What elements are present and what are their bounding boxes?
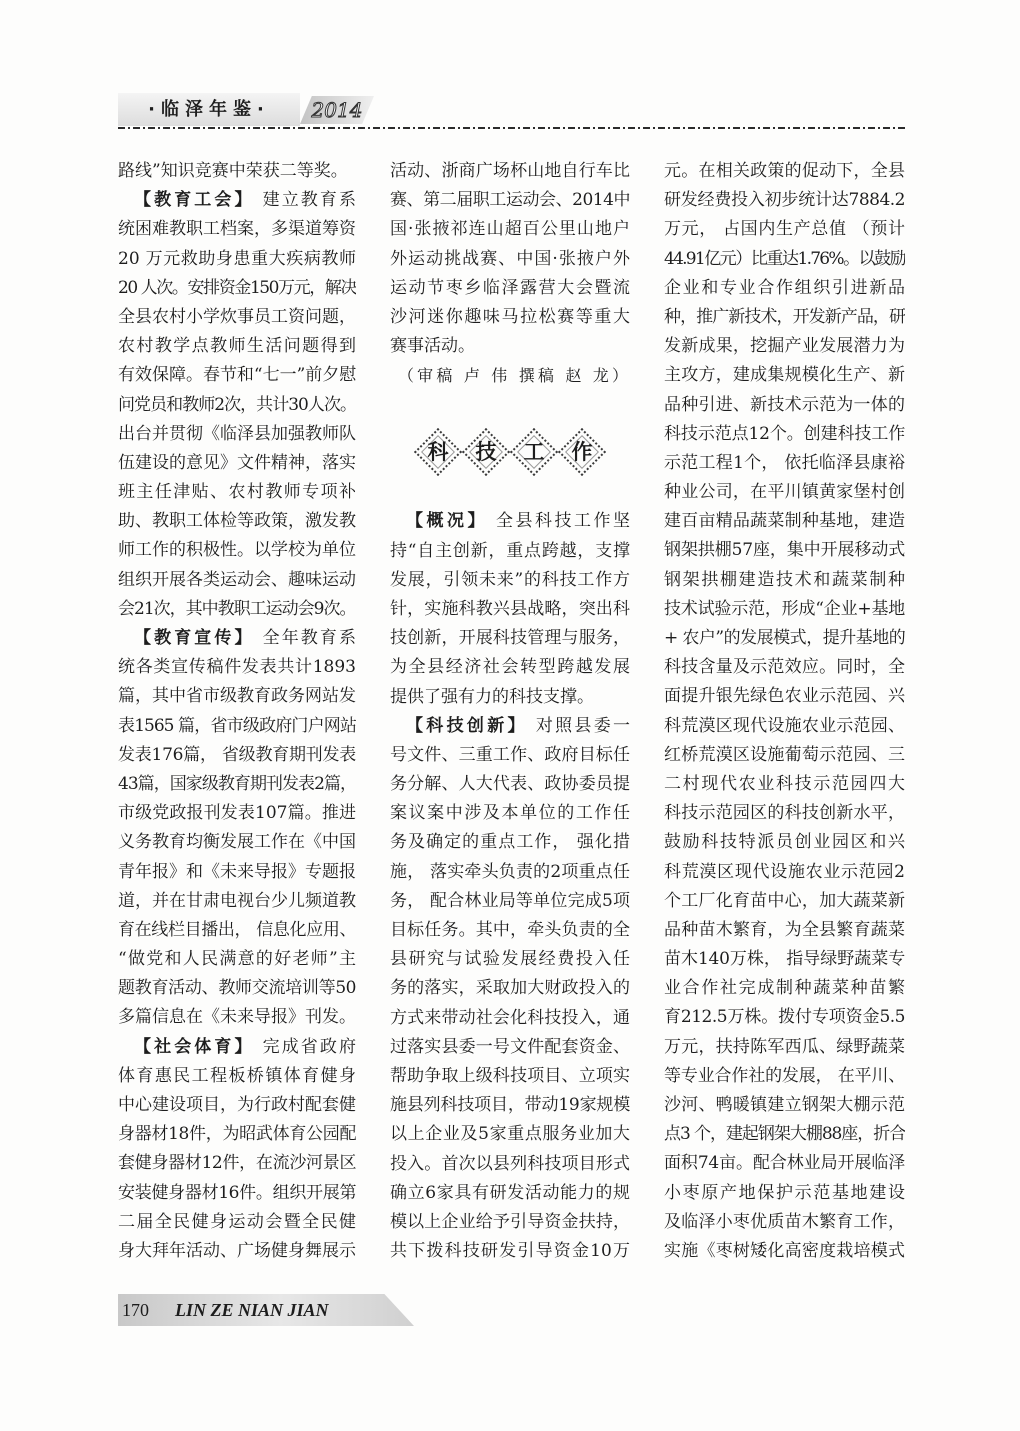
text-line: 班主任津贴、农村教师专项补	[118, 482, 356, 503]
text-line: 全县农村小学炊事员工资问题，	[118, 306, 356, 327]
text-line: 青年报》和《未来导报》专题报	[118, 861, 356, 882]
text-line: 科技示范园区的科技创新水平，	[664, 803, 905, 824]
column-2-top	[390, 157, 630, 361]
text-line: 44.91亿元）比重达1.76%。以鼓励	[664, 248, 905, 269]
text-line: 万元，扶持陈军西瓜、绿野蔬菜	[664, 1036, 905, 1057]
text-line: 运动节枣乡临泽露营大会暨流	[390, 277, 630, 298]
text-line: 施， 落实牵头负责的2项重点任	[390, 861, 630, 882]
text-line: 确立6家具有研发活动能力的规	[390, 1182, 630, 1203]
paragraph-heading: 【教育工会】	[134, 190, 255, 211]
text-line: 钢架拱棚57座，集中开展移动式	[664, 540, 905, 561]
text-line: 鼓励科技特派员创业园区和兴	[664, 832, 905, 853]
text-line: 种，推广新技术，开发新产品，研	[664, 306, 905, 327]
text-line: 科荒漠区现代设施农业示范园、	[664, 715, 905, 736]
text-line: 统各类宣传稿件发表共计1893	[118, 657, 356, 678]
text-line: 技创新，开展科技管理与服务，	[390, 628, 630, 649]
text-line: 研发经费投入初步统计达7884.2	[664, 190, 905, 211]
text-line: 品种苗木繁育，为全县繁育蔬菜	[664, 919, 905, 940]
title-char: 技	[475, 440, 497, 464]
text-line: 元。在相关政策的促动下，全县	[664, 161, 905, 181]
text-line: 种业公司，在平川镇黄家堡村创	[664, 482, 905, 503]
text-line: 过落实县委一号文件配套资金、	[390, 1036, 630, 1057]
text-line: 科技示范点12个。创建科技工作	[664, 423, 905, 444]
text-line: 小枣原产地保护示范基地建设	[664, 1182, 905, 1203]
paragraph-start-line	[118, 1033, 356, 1062]
text-line: 务的落实，采取加大财政投入的	[390, 978, 630, 999]
paragraph-text: 全年教育系	[262, 628, 356, 648]
text-line: 品种引进、新技术示范为一体的	[664, 394, 905, 415]
text-line: 题教育活动、教师交流培训等50	[118, 978, 356, 999]
text-line: 投入。首次以县列科技项目形式	[390, 1153, 630, 1174]
text-line: 建百亩精品蔬菜制种基地，建造	[664, 511, 905, 532]
text-line: 统困难教职工档案，多渠道筹资	[118, 219, 356, 240]
text-line: 企业和专业合作组织引进新品	[664, 277, 905, 298]
section-title	[410, 424, 610, 480]
text-line: 问党员和教师2次，共计30人次。	[118, 394, 356, 415]
running-footer-title: LIN ZE NIAN JIAN	[175, 1300, 329, 1320]
text-line: 县研究与试验发展经费投入任	[390, 949, 630, 970]
text-line: 方式来带动社会化科技投入，通	[390, 1007, 630, 1028]
title-char: 工	[523, 440, 545, 464]
text-line: 案议案中涉及本单位的工作任	[390, 803, 630, 824]
text-line: 身器材18件，为昭武体育公园配	[118, 1124, 356, 1145]
text-line: 示范工程1个， 依托临泽县康裕	[664, 452, 905, 473]
paragraph-start-line	[118, 624, 356, 653]
text-line: 红桥荒漠区设施葡萄示范园、三	[664, 744, 905, 765]
year-label: 2014	[311, 98, 363, 122]
text-line: 育在线栏目播出， 信息化应用、	[118, 919, 356, 940]
text-line: 目标任务。其中，牵头负责的全	[390, 920, 630, 941]
text-line: 点3 个，建起钢架大棚88座，折合	[664, 1124, 905, 1145]
text-line: 身大拜年活动、广场健身舞展示	[118, 1240, 356, 1261]
text-line: 义务教育均衡发展工作在《中国	[118, 832, 356, 853]
text-line: 会21次，其中教职工运动会9次。	[118, 598, 356, 619]
text-line: 以上企业及5家重点服务业加大	[390, 1124, 630, 1145]
text-line: 助、教职工体检等政策，激发教	[118, 511, 356, 532]
text-line: 号文件、三重工作、政府目标任	[390, 744, 630, 765]
text-line: 20 万元救助身患重大疾病教师	[118, 248, 356, 269]
paragraph-heading: 【概况】	[406, 511, 488, 532]
text-line: 提供了强有力的科技支撑。	[390, 686, 594, 707]
text-line: 市级党政报刊发表107篇。推进	[118, 803, 356, 824]
text-line: 发新成果，挖掘产业发展潜力为	[664, 336, 905, 357]
text-line: 主攻方，建成集规模化生产、新	[664, 365, 905, 386]
paragraph-text: 完成省政府	[262, 1036, 356, 1057]
text-line: 赛、第二届职工运动会、2014中	[390, 190, 630, 211]
text-line: 及临泽小枣优质苗木繁育工作，	[664, 1211, 905, 1232]
text-line: 套健身器材12件，在流沙河景区	[118, 1153, 356, 1174]
text-line: “做党和人民满意的好老师”主	[118, 949, 356, 970]
text-line: 二届全民健身运动会暨全民健	[118, 1211, 356, 1232]
title-char: 科	[427, 440, 449, 464]
paragraph-text: 全县科技工作坚	[496, 511, 630, 532]
text-line: 发展，引领未来”的科技工作方	[390, 569, 630, 590]
text-line: 发表176篇， 省级教育期刊发表	[118, 744, 356, 765]
text-line: 安装健身器材16件。组织开展第	[118, 1182, 356, 1203]
running-header-banner	[118, 93, 300, 126]
column-3	[664, 157, 905, 1266]
text-line: 体育惠民工程板桥镇体育健身	[118, 1065, 356, 1086]
text-line: 业合作社完成制种蔬菜种苗繁	[664, 978, 905, 999]
text-line: 沙河迷你趣味马拉松赛等重大	[390, 306, 630, 327]
text-line: 有效保障。春节和“七一”前夕慰	[118, 365, 356, 386]
text-line: 伍建设的意见》文件精神，落实	[118, 452, 356, 473]
yearbook-title: ·临泽年鉴·	[148, 99, 270, 120]
text-line: 组织开展各类运动会、趣味运动	[118, 569, 356, 590]
text-line: 育212.5万株。拨付专项资金5.5	[664, 1007, 905, 1028]
text-line: 沙河、鸭暖镇建立钢架大棚示范	[664, 1095, 905, 1115]
text-line: 表1565 篇，省市级政府门户网站	[118, 715, 356, 736]
text-line: 中心建设项目，为行政村配套健	[118, 1095, 356, 1115]
column-2-bottom	[390, 507, 630, 1266]
text-line: 面提升银先绿色农业示范园、兴	[664, 686, 905, 707]
text-line: 苗木140万株， 指导绿野蔬菜专	[664, 949, 905, 970]
text-line: 务， 配合林业局等单位完成5项	[390, 890, 630, 911]
text-line: 持“自主创新，重点跨越，支撑	[390, 540, 630, 561]
paragraph-start-line	[390, 712, 630, 741]
text-line: 43篇，国家级教育期刊发表2篇，	[118, 773, 356, 794]
text-line: 万元， 占国内生产总值 （预计	[664, 219, 905, 240]
paragraph-start-line	[390, 507, 630, 536]
header-divider	[118, 127, 906, 129]
column-1	[118, 157, 356, 1266]
text-line: 等专业合作社的发展， 在平川、	[664, 1065, 905, 1086]
text-line: 农村教学点教师生活问题得到	[118, 336, 356, 357]
text-line: 技术试验示范，形成“企业+基地	[664, 598, 905, 619]
text-line: 针，实施科教兴县战略，突出科	[390, 598, 630, 619]
text-line: 科荒漠区现代设施农业示范园2	[664, 861, 905, 882]
title-char: 作	[571, 440, 593, 464]
text-line: 多篇信息在《未来导报》刊发。	[118, 1007, 356, 1028]
text-line: 外运动挑战赛、中国·张掖户外	[390, 248, 630, 269]
paragraph-text: 建立教育系	[262, 190, 356, 211]
page-number: 170	[122, 1300, 149, 1320]
text-line: 钢架拱棚建造技术和蔬菜制种	[664, 569, 905, 590]
text-line: 科技含量及示范效应。同时，全	[664, 657, 905, 678]
paragraph-text: 对照县委一	[535, 715, 630, 736]
text-line: 共下拨科技研发引导资金10万	[390, 1241, 630, 1262]
text-line: 师工作的积极性。以学校为单位	[118, 540, 356, 561]
text-line: 国·张掖祁连山超百公里山地户	[390, 219, 630, 240]
text-line: 实施《枣树矮化高密度栽培模式	[664, 1240, 905, 1261]
paragraph-heading: 【教育宣传】	[134, 628, 255, 648]
text-line: 篇，其中省市级教育政务网站发	[118, 686, 356, 707]
paragraph-heading: 【科技创新】	[406, 715, 528, 736]
text-line: 务分解、人大代表、政协委员提	[390, 774, 630, 795]
text-line: 出台并贯彻《临泽县加强教师队	[118, 423, 356, 444]
credit-line: （审稿 卢 伟 撰稿 赵 龙）	[398, 366, 628, 386]
editor-credit	[390, 361, 630, 390]
text-line: + 农户”的发展模式，提升基地的	[664, 628, 905, 648]
text-line: 帮助争取上级科技项目、立项实	[390, 1065, 630, 1086]
text-line: 活动、浙商广场杯山地自行车比	[390, 161, 630, 181]
text-line: 面积74亩。配合林业局开展临泽	[664, 1153, 905, 1174]
text-line: 二村现代农业科技示范园四大	[664, 773, 905, 794]
text-line: 为全县经济社会转型跨越发展	[390, 657, 630, 678]
text-line: 20 人次。安排资金150万元，解决	[118, 277, 356, 298]
text-line: 路线”知识竞赛中荣获二等奖。	[118, 161, 348, 181]
paragraph-start-line	[118, 186, 356, 215]
paragraph-heading: 【社会体育】	[134, 1036, 255, 1057]
text-line: 个工厂化育苗中心，加大蔬菜新	[664, 890, 905, 911]
text-line: 赛事活动。	[390, 336, 475, 357]
text-line: 模以上企业给予引导资金扶持，	[390, 1211, 630, 1232]
text-line: 务及确定的重点工作， 强化措	[390, 832, 630, 853]
text-line: 道，并在甘肃电视台少儿频道教	[118, 890, 356, 911]
text-line: 施县列科技项目，带动19家规模	[390, 1095, 630, 1116]
year-badge	[300, 96, 374, 124]
